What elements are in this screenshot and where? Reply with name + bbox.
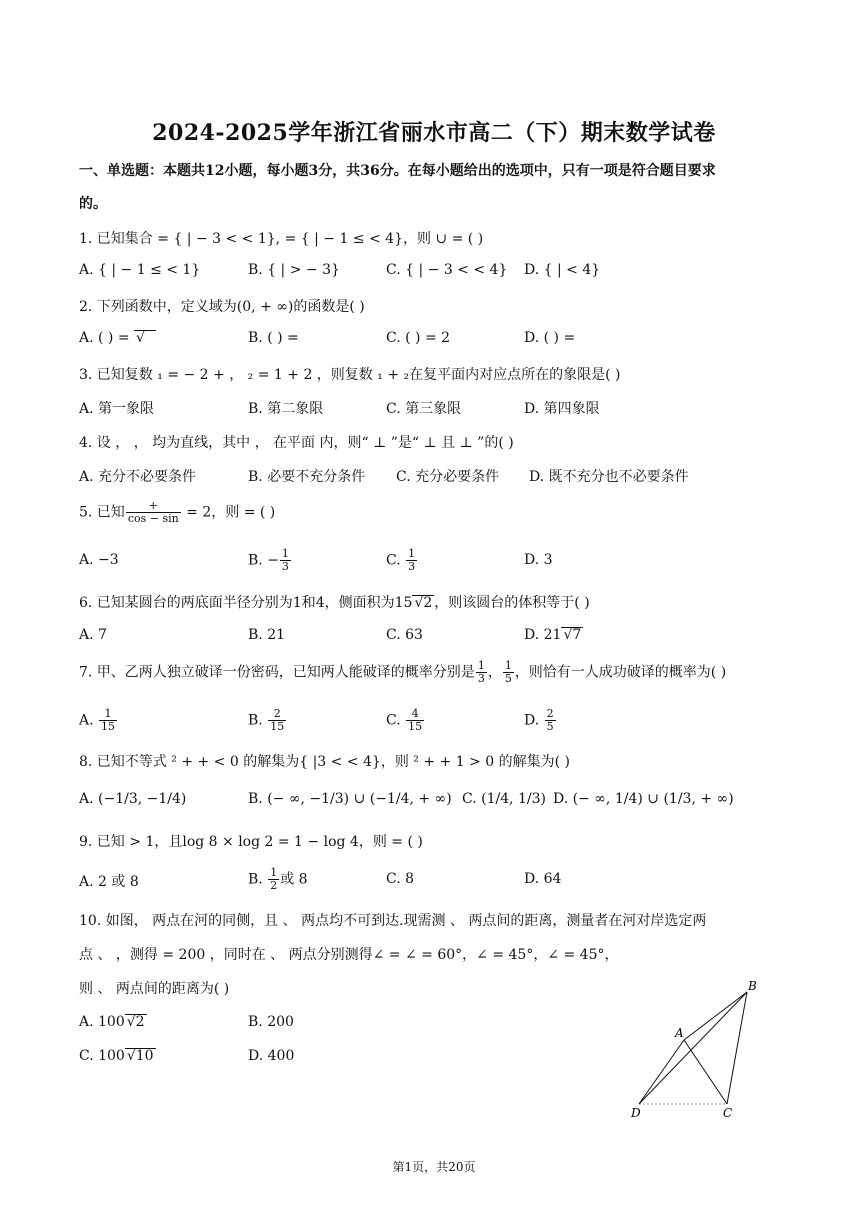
question-2-option-c: C. ( ) = 2 bbox=[386, 330, 451, 346]
question-6-option-a: A. 7 bbox=[79, 627, 107, 643]
question-10-line2: 点 、 ，测得 = 200 ，同时在 、 两点分别测得∠ = ∠ = 60°，∠ = 45°，∠ = 45°， bbox=[79, 947, 619, 963]
question-3-option-a: A. 第一象限 bbox=[79, 401, 155, 417]
question-6-option-d: D. 21 √7 bbox=[524, 627, 582, 643]
question-10-option-a: A. 100 √2 bbox=[79, 1014, 145, 1030]
question-1-stem: 1. 已知集合 = { | − 3 < < 1}, = { | − 1 ≤ < 4}，则 ∪ = ( ) bbox=[79, 231, 484, 247]
page-footer: 第1页，共20页 bbox=[392, 1160, 476, 1174]
question-8-option-d: D. (− ∞, 1/4) ∪ (1/3, + ∞) bbox=[553, 791, 734, 807]
question-8-option-c: C. (1/4, 1/3) bbox=[462, 791, 546, 807]
question-9-option-b: B. $\frac{1}{2}$ 或 8 bbox=[248, 866, 308, 892]
question-10-option-b: B. 200 bbox=[248, 1014, 294, 1030]
question-5-option-b: B. − $\frac{1}{3}$ bbox=[248, 547, 289, 573]
question-5-option-a: A. −3 bbox=[79, 552, 119, 568]
section-instructions-line2: 的。 bbox=[79, 196, 107, 212]
point-a-label: A bbox=[675, 1026, 684, 1040]
question-7-option-b: B. $\frac{2}{15}$ bbox=[248, 707, 285, 733]
question-10-option-d: D. 400 bbox=[248, 1048, 295, 1064]
question-2-option-d: D. ( ) = bbox=[524, 330, 576, 346]
question-2-stem: 2. 下列函数中，定义域为(0, + ∞)的函数是( ) bbox=[79, 299, 365, 315]
question-4-option-c: C. 充分必要条件 bbox=[396, 469, 500, 485]
question-8-option-b: B. (− ∞, −1/3) ∪ (−1/4, + ∞) bbox=[248, 791, 452, 807]
question-9-option-c: C. 8 bbox=[386, 871, 415, 887]
segment-db bbox=[639, 992, 747, 1104]
question-7-option-a: A. $\frac{1}{15}$ bbox=[79, 707, 116, 733]
question-4-option-d: D. 既不充分也不必要条件 bbox=[529, 469, 689, 485]
question-6-stem: 6. 已知某圆台的两底面半径分别为1和4，侧面积为15 √2 ，则该圆台的体积等于( ) bbox=[79, 595, 590, 611]
segment-da bbox=[639, 1040, 684, 1104]
sqrt-symbol: √ bbox=[136, 330, 154, 346]
question-1-option-c: C. { | − 3 < < 4} bbox=[386, 262, 508, 278]
question-5-option-c: C. $\frac{1}{3}$ bbox=[386, 547, 416, 573]
point-b-label: B bbox=[748, 979, 757, 993]
river-geometry-figure bbox=[625, 975, 775, 1120]
question-2-option-b: B. ( ) = bbox=[248, 330, 299, 346]
question-8-option-a: A. (−1/3, −1/4) bbox=[79, 791, 187, 807]
question-1-option-b: B. { | > − 3} bbox=[248, 262, 340, 278]
question-3-option-b: B. 第二象限 bbox=[248, 401, 324, 417]
question-4-option-b: B. 必要不充分条件 bbox=[248, 469, 366, 485]
question-4-stem: 4. 设 ， ， 均为直线，其中 ， 在平面 内，则“ ⊥ ”是“ ⊥ 且 ⊥ ”的( ) bbox=[79, 435, 514, 451]
segment-cb bbox=[727, 992, 747, 1104]
question-4-option-a: A. 充分不必要条件 bbox=[79, 469, 197, 485]
question-3-option-c: C. 第三象限 bbox=[386, 401, 462, 417]
page-title: 2024-2025学年浙江省丽水市高二（下）期末数学试卷 bbox=[152, 120, 716, 146]
question-10-line3: 则 、 两点间的距离为( ) bbox=[79, 981, 230, 997]
question-3-stem: 3. 已知复数 ₁ = − 2 + ， ₂ = 1 + 2 ，则复数 ₁ + ₂在复平面内对应点所在的象限是( ) bbox=[79, 367, 621, 383]
question-2-option-a: A. ( ) = √ bbox=[79, 330, 154, 346]
segment-ab bbox=[684, 992, 747, 1040]
question-6-option-c: C. 63 bbox=[386, 627, 423, 643]
question-9-option-a: A. 2 或 8 bbox=[79, 874, 139, 890]
segment-ac bbox=[684, 1040, 727, 1104]
question-1-option-d: D. { | < 4} bbox=[524, 262, 601, 278]
question-7-option-c: C. $\frac{4}{15}$ bbox=[386, 707, 423, 733]
question-5-option-d: D. 3 bbox=[524, 552, 553, 568]
question-9-stem: 9. 已知 > 1，且log 8 × log 2 = 1 − log 4，则 = ( ) bbox=[79, 834, 423, 850]
question-7-stem: 7. 甲、乙两人独立破译一份密码，已知两人能破译的概率分别是 $\frac{1}{3}$ ， $\frac{1}{5}$ ，则恰有一人成功破译的概率为( ) bbox=[79, 659, 727, 685]
question-5-stem: 5. 已知 $\frac{+}{\cos - \sin}$ = 2，则 = ( ) bbox=[79, 499, 276, 525]
question-6-option-b: B. 21 bbox=[248, 627, 286, 643]
question-9-option-d: D. 64 bbox=[524, 871, 562, 887]
point-d-label: D bbox=[631, 1106, 641, 1120]
question-10-option-c: C. 100 √10 bbox=[79, 1048, 154, 1064]
question-1-option-a: A. { | − 1 ≤ < 1} bbox=[79, 262, 201, 278]
question-3-option-d: D. 第四象限 bbox=[524, 401, 600, 417]
section-instructions-line1: 一、单选题：本题共12小题，每小题3分，共36分。在每小题给出的选项中，只有一项是符合题目要求 bbox=[79, 163, 716, 179]
point-c-label: C bbox=[723, 1106, 733, 1120]
question-8-stem: 8. 已知不等式 ² + + < 0 的解集为{ |3 < < 4}，则 ² + + 1 > 0 的解集为( ) bbox=[79, 754, 570, 770]
question-7-option-d: D. $\frac{2}{5}$ bbox=[524, 707, 554, 733]
question-10-line1: 10. 如图， 两点在河的同侧，且 、 两点均不可到达.现需测 、 两点间的距离，测量者在河对岸选定两 bbox=[79, 913, 707, 929]
fraction: $\frac{+}{\cos - \sin}$ bbox=[127, 499, 179, 525]
